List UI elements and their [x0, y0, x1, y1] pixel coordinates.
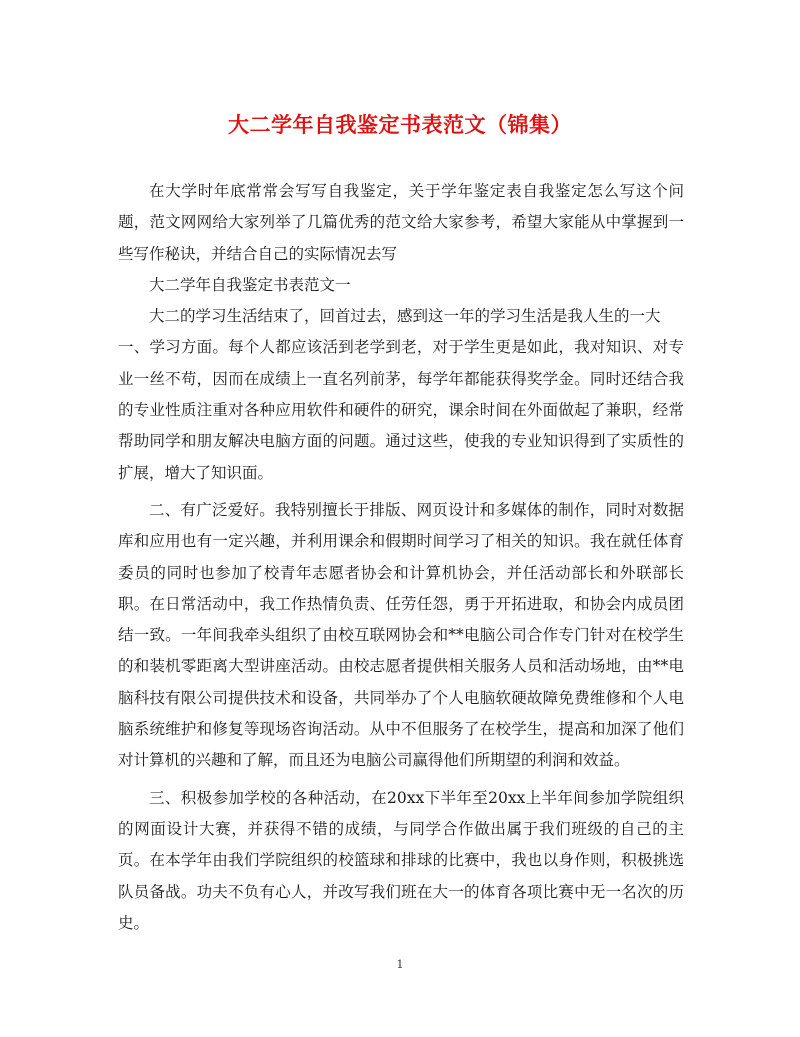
- study-paragraph: 一、学习方面。每个人都应该活到老学到老，对于学生更是如此，我对知识、对专业一丝不苟，因而在成绩上一直名列前茅，每学年都能获得奖学金。同时还结合我的专业性质注重对各种应用软件和硬件的研究，课余时间在外面做起了兼职，经常帮助同学和朋友解决电脑方面的问题。通过这些，使我的专业知识得到了实质性的扩展，增大了知识面。: [118, 338, 684, 482]
- hobbies-paragraph: 二、有广泛爱好。我特别擅长于排版、网页设计和多媒体的制作，同时对数据库和应用也有一定兴趣，并利用课余和假期时间学习了相关的知识。我在就任体育委员的同时也参加了校青年志愿者协会和计算机协会，并任活动部长和外联部长职。在日常活动中，我工作热情负责、任劳任怨，勇于开拓进取，和协会内成员团结一致。一年间我牵头组织了由校互联网协会和**电脑公司合作专门针对在校学生的和装机零距离大型讲座活动。由校志愿者提供相关服务人员和活动场地，由**电脑科技有限公司提供技术和设备，共同举办了个人电脑软硬故障免费维修和个人电脑系统维护和修复等现场咨询活动。从中不但服务了在校学生，提高和加深了他们对计算机的兴趣和了解，而且还为电脑公司赢得他们所期望的利润和效益。: [118, 500, 684, 770]
- intro-paragraph: 在大学时年底常常会写写自我鉴定，关于学年鉴定表自我鉴定怎么写这个问题，范文网网给大家列举了几篇优秀的范文给大家参考，希望大家能从中掌握到一些写作秘诀，并结合自己的实际情况去写: [118, 182, 684, 263]
- opening-paragraph: 大二的学习生活结束了，回首过去，感到这一年的学习生活是我人生的一大: [149, 307, 661, 326]
- section-heading: 大二学年自我鉴定书表范文一: [149, 275, 351, 294]
- document-body: [118, 176, 684, 939]
- activities-paragraph: 三、积极参加学校的各种活动，在20xx下半年至20xx上半年间参加学院组织的网面设计大赛，并获得不错的成绩，与同学合作做出属于我们班级的自己的主页。在本学年由我们学院组织的校篮球和排球的比赛中，我也以身作则，积极挑选队员备战。功夫不负有心人，并改写我们班在大一的体育各项比赛中无一名次的历史。: [118, 788, 684, 932]
- document-title: 大二学年自我鉴定书表范文（锦集）: [228, 112, 572, 137]
- page-number: 1: [396, 958, 404, 971]
